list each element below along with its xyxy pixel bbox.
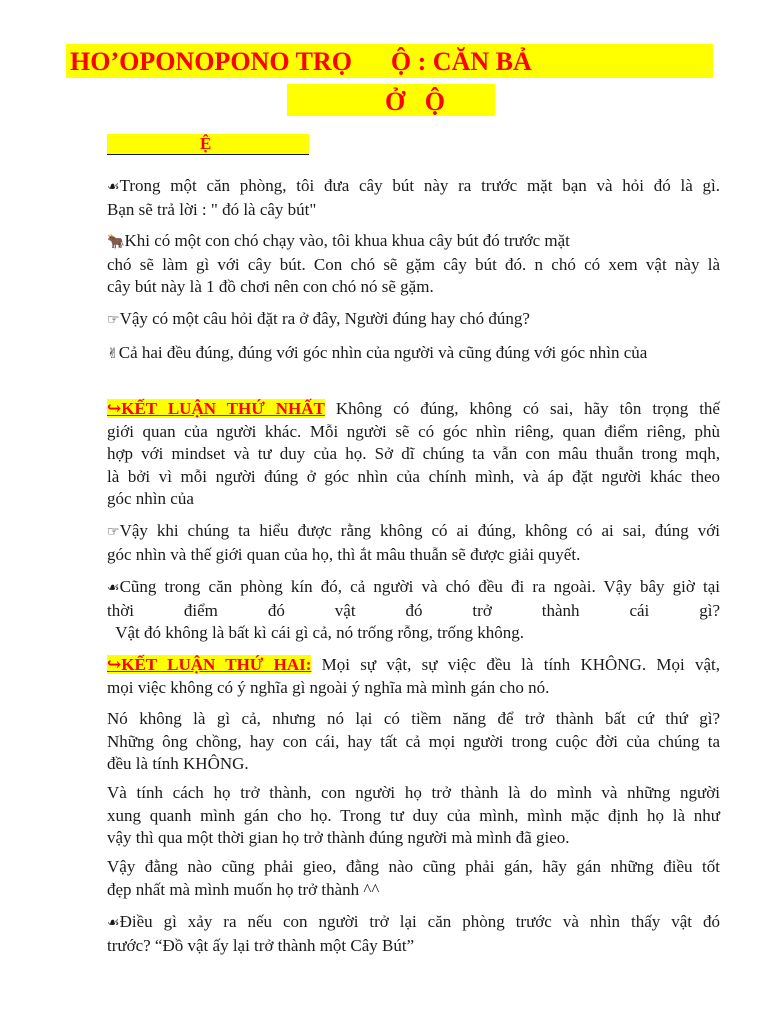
paragraph-line: ☞Vậy có một câu hỏi đặt ra ở đây, Người đúng hay chó đúng?	[107, 309, 530, 328]
page-title-line-2: Ở Ộ	[385, 87, 445, 116]
paragraph-line: Vậy đằng nào cũng phải gieo, đằng nào cũng phải gán, hãy gán những điều tốt	[107, 857, 720, 876]
paragraph-1	[107, 175, 720, 221]
paragraph-line: cây bút này là 1 đồ chơi nên con chó nó sẽ gặm.	[107, 277, 434, 296]
scroll-icon: ☙	[107, 580, 120, 596]
paragraph-12	[107, 911, 720, 957]
paragraph-line: đẹp nhất mà mình muốn họ trở thành ^^	[107, 879, 380, 899]
paragraph-10	[107, 782, 720, 850]
ox-icon: 🐂	[107, 234, 125, 250]
paragraph-4	[107, 342, 720, 366]
victory-hand-icon: ✌	[107, 346, 119, 362]
paragraph-line: xung quanh mình gán cho họ. Trong tư duy của mình, mình mặc định họ là như	[107, 805, 720, 825]
paragraph-line: thời điểm đó vật đó trở thành cái gì?	[107, 600, 720, 620]
paragraph-line: chó sẽ làm gì với cây bút. Con chó sẽ gặm cây bút đó. n chó có xem vật này là	[107, 254, 720, 274]
paragraph-line: Vật đó không là bất kì cái gì cả, nó trống rỗng, trống không.	[107, 623, 525, 642]
pointing-hand-icon: ☞	[107, 312, 120, 328]
scroll-icon: ☙	[107, 915, 120, 931]
paragraph-line: mọi việc không có ý nghĩa gì ngoài ý nghĩa mà mình gán cho nó.	[107, 677, 550, 697]
paragraph-line: ☙Trong một căn phòng, tôi đưa cây bút này ra trước mặt bạn và hỏi đó là gì.	[107, 176, 720, 195]
paragraph-line: Những ông chồng, hay con cái, hay tất cả mọi người trong cuộc đời của chúng ta	[107, 731, 720, 751]
paragraph-line: góc nhìn của	[107, 489, 194, 508]
paragraph-line: ↪KẾT LUẬN THỨ NHẤT Không có đúng, không có sai, hãy tôn trọng thế	[107, 399, 720, 418]
paragraph-line: giới quan của người khác. Mỗi người sẽ có góc nhìn riêng, quan điểm riêng, phù	[107, 421, 720, 441]
conclusion-2-label: ↪KẾT LUẬN THỨ HAI:	[107, 655, 312, 674]
paragraph-5	[107, 398, 720, 511]
paragraph-line: Và tính cách họ trở thành, con người họ trở thành là do mình và những người	[107, 783, 720, 802]
paragraph-line: Bạn sẽ trả lời : " đó là cây bút"	[107, 199, 317, 219]
paragraph-line: ✌Cả hai đều đúng, đúng với góc nhìn của người và cũng đúng với góc nhìn của	[107, 343, 648, 362]
paragraph-line: 🐂Khi có một con chó chạy vào, tôi khua khua cây bút đó trước mặt	[107, 231, 570, 250]
scroll-icon: ☙	[107, 179, 120, 195]
paragraph-11	[107, 856, 720, 901]
paragraph-8	[107, 654, 720, 699]
paragraph-3	[107, 308, 720, 332]
paragraph-line: trước? “Đồ vật ấy lại trở thành một Cây Bút”	[107, 935, 415, 955]
paragraph-line: là bởi vì mỗi người đúng ở góc nhìn của chính mình, và áp đặt người khác theo	[107, 466, 720, 486]
paragraph-line: ☞Vậy khi chúng ta hiểu được rằng không có ai đúng, không có ai sai, đúng với	[107, 521, 720, 540]
paragraph-line: ☙Cũng trong căn phòng kín đó, cả người và chó đều đi ra ngoài. Vậy bây giờ tại	[107, 577, 720, 596]
paragraph-9	[107, 708, 720, 776]
pointing-hand-icon: ☞	[107, 524, 120, 540]
paragraph-line: góc nhìn và thế giới quan của họ, thì ắt mâu thuẫn sẽ được giải quyết.	[107, 544, 581, 564]
paragraph-line: Nó không là gì cả, nhưng nó lại có tiềm năng để trở thành bất cứ thứ gì?	[107, 709, 720, 728]
page-title-line-1: HO’OPONOPONO TRỌ Ộ : CĂN BẢ	[70, 47, 532, 76]
paragraph-line: đều là tính KHÔNG.	[107, 754, 249, 773]
conclusion-1-label: ↪KẾT LUẬN THỨ NHẤT	[107, 399, 325, 418]
paragraph-7	[107, 576, 720, 645]
paragraph-2	[107, 230, 720, 299]
paragraph-6	[107, 520, 720, 566]
paragraph-line: vậy thì qua một thời gian họ trở thành đúng người mà mình đã gieo.	[107, 828, 570, 847]
paragraph-line: ☙Điều gì xảy ra nếu con người trở lại căn phòng trước và nhìn thấy vật đó	[107, 912, 720, 931]
paragraph-line: hợp với mindset và tư duy của họ. Sở dĩ chúng ta vẫn con mâu thuẫn trong mqh,	[107, 444, 720, 463]
section-label: Ệ	[200, 134, 212, 153]
paragraph-line: ↪KẾT LUẬN THỨ HAI: Mọi sự vật, sự việc đều là tính KHÔNG. Mọi vật,	[107, 655, 720, 674]
